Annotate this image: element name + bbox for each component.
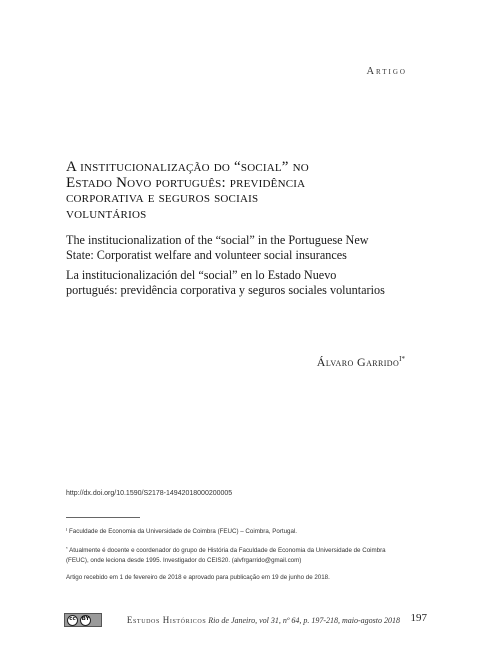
footnote-text: Atualmente é docente e coordenador do grupo de História da Faculdade de Economia da Universidade de Coimbra [69, 547, 386, 554]
footnote-author-bio [66, 544, 426, 565]
cc-icon: cc [67, 615, 78, 626]
footnote-mark: I [66, 527, 68, 532]
received-note: Artigo recebido em 1 de fevereiro de 2018 e aprovado para publicação em 19 de junho de 2018. [66, 574, 330, 581]
title-line: Estado Novo português: previdência [66, 174, 306, 191]
subtitle-line: State: Corporatist welfare and volunteer social insurances [66, 247, 347, 262]
subtitle-line: La institucionalización del “social” en lo Estado Nuevo [66, 268, 337, 282]
footnote-divider [66, 517, 140, 518]
author-affiliation-marks: I* [399, 355, 405, 363]
spanish-title [66, 268, 396, 297]
page-number: 197 [410, 612, 427, 624]
doi-link[interactable]: http://dx.doi.org/10.1590/S2178-14942018000200005 [66, 490, 233, 497]
journal-name: Estudos Históricos [126, 615, 207, 625]
author-text: Álvaro Garrido [316, 355, 400, 369]
attribution-icon: BY [80, 615, 91, 626]
creative-commons-badge[interactable] [64, 613, 102, 627]
section-label: Artigo [366, 66, 407, 77]
title-line: A institucionalização do “social” no [66, 159, 309, 175]
author-name [317, 355, 405, 370]
english-title [66, 233, 396, 262]
journal-details: Rio de Janeiro, vol 31, nº 64, p. 197-218, maio-agosto 2018 [208, 616, 400, 625]
subtitle-line: portugués: previdência corporativa y seguros sociales voluntarios [66, 282, 385, 297]
title-line: corporativa e seguros sociais [66, 190, 259, 206]
journal-citation [127, 615, 400, 625]
article-title [66, 160, 396, 222]
footnote-text: (FEUC), onde leciona desde 1995. Investigador do CEIS20. (alvfrgarrido@gmail.com) [66, 556, 302, 564]
title-line: voluntários [66, 205, 147, 222]
subtitle-line: The institucionalization of the “social” in the Portuguese New [66, 233, 369, 247]
footnote-text: Faculdade de Economia da Universidade de Coimbra (FEUC) – Coimbra, Portugal. [69, 528, 298, 535]
footnote-affiliation [66, 525, 426, 537]
footnote-mark: * [66, 546, 68, 551]
